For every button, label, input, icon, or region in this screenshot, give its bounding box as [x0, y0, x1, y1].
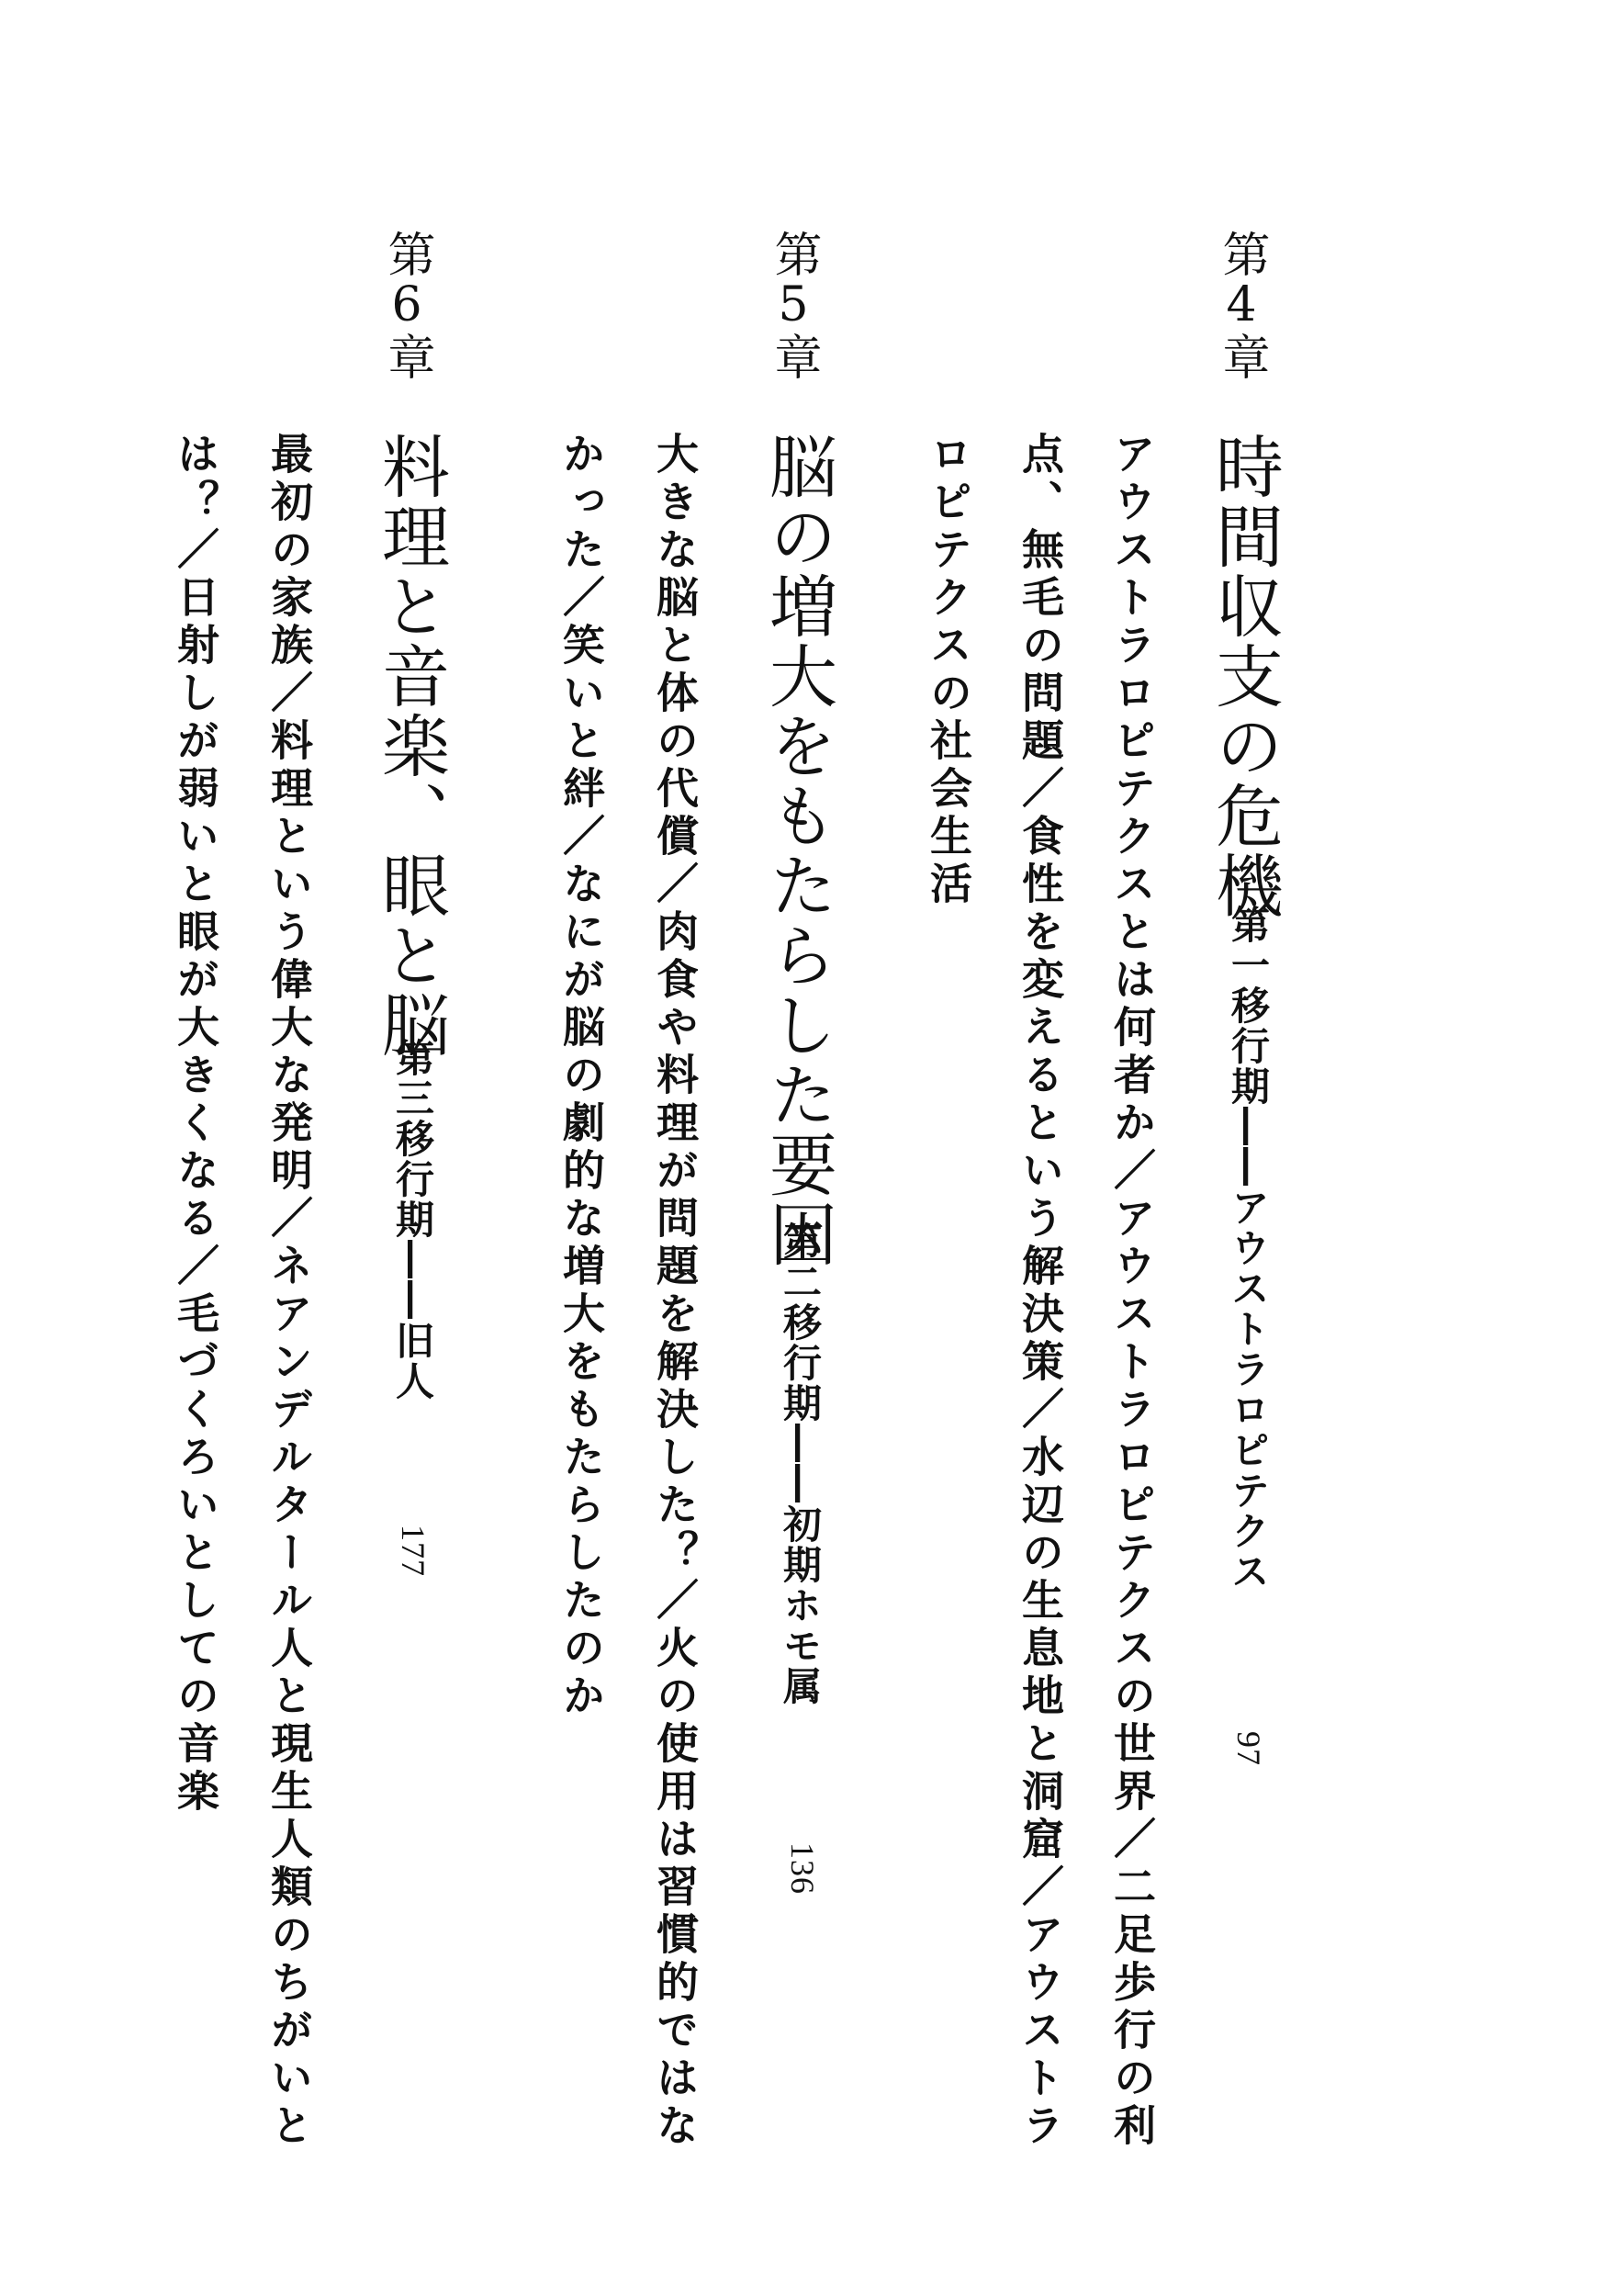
chapter-6-line-2: は？／日射しが弱いと眼が大きくなる／毛づくろいとしての音楽 [171, 432, 220, 1817]
chapter-4-number: 第4章 [1214, 230, 1269, 380]
chapter-4-line-3: ロピテクスの社会生活 [924, 432, 973, 909]
chapter-4-subtitle: 第一移行期――アウストラロピテクス [1226, 905, 1271, 1592]
chapter-5-line-2: かった／笑いと絆／なにが脳の劇的な増大をもたらしたのか [556, 432, 606, 1721]
chapter-5-title: 脳の増大をもたらした要因 [758, 432, 837, 1269]
chapter-6-page: 177 [395, 1525, 432, 1577]
chapter-4-title: 時間収支の危機 [1205, 432, 1284, 920]
chapter-5-page: 136 [784, 1842, 821, 1895]
chapter-4-line-2: 点、無毛の問題／食性を変えるという解決策／水辺の生息地と洞窟／アウストラ [1016, 432, 1065, 2151]
chapter-5-number: 第5章 [766, 230, 821, 380]
chapter-6-line-1: 最初の家族／料理という偉大な発明／ネアンデルタール人と現生人類のちがいと [264, 432, 314, 2151]
chapter-5-line-1: 大きな脳と体の代償／肉食や料理が問題を解決した？／火の使用は習慣的ではな [650, 432, 700, 2151]
chapter-6-title: 料理と音楽、眼と脳 [371, 432, 450, 1060]
chapter-6-subtitle: 第三移行期――旧人 [390, 1038, 435, 1401]
chapter-4-page: 97 [1230, 1731, 1267, 1766]
chapter-6-number: 第6章 [379, 230, 434, 380]
chapter-5-subtitle: 第二移行期――初期ホモ属 [778, 1221, 823, 1706]
chapter-4-line-1: アウストラロピテクスとは何者か／アウストラロピテクスの世界／二足歩行の利 [1107, 432, 1157, 2151]
